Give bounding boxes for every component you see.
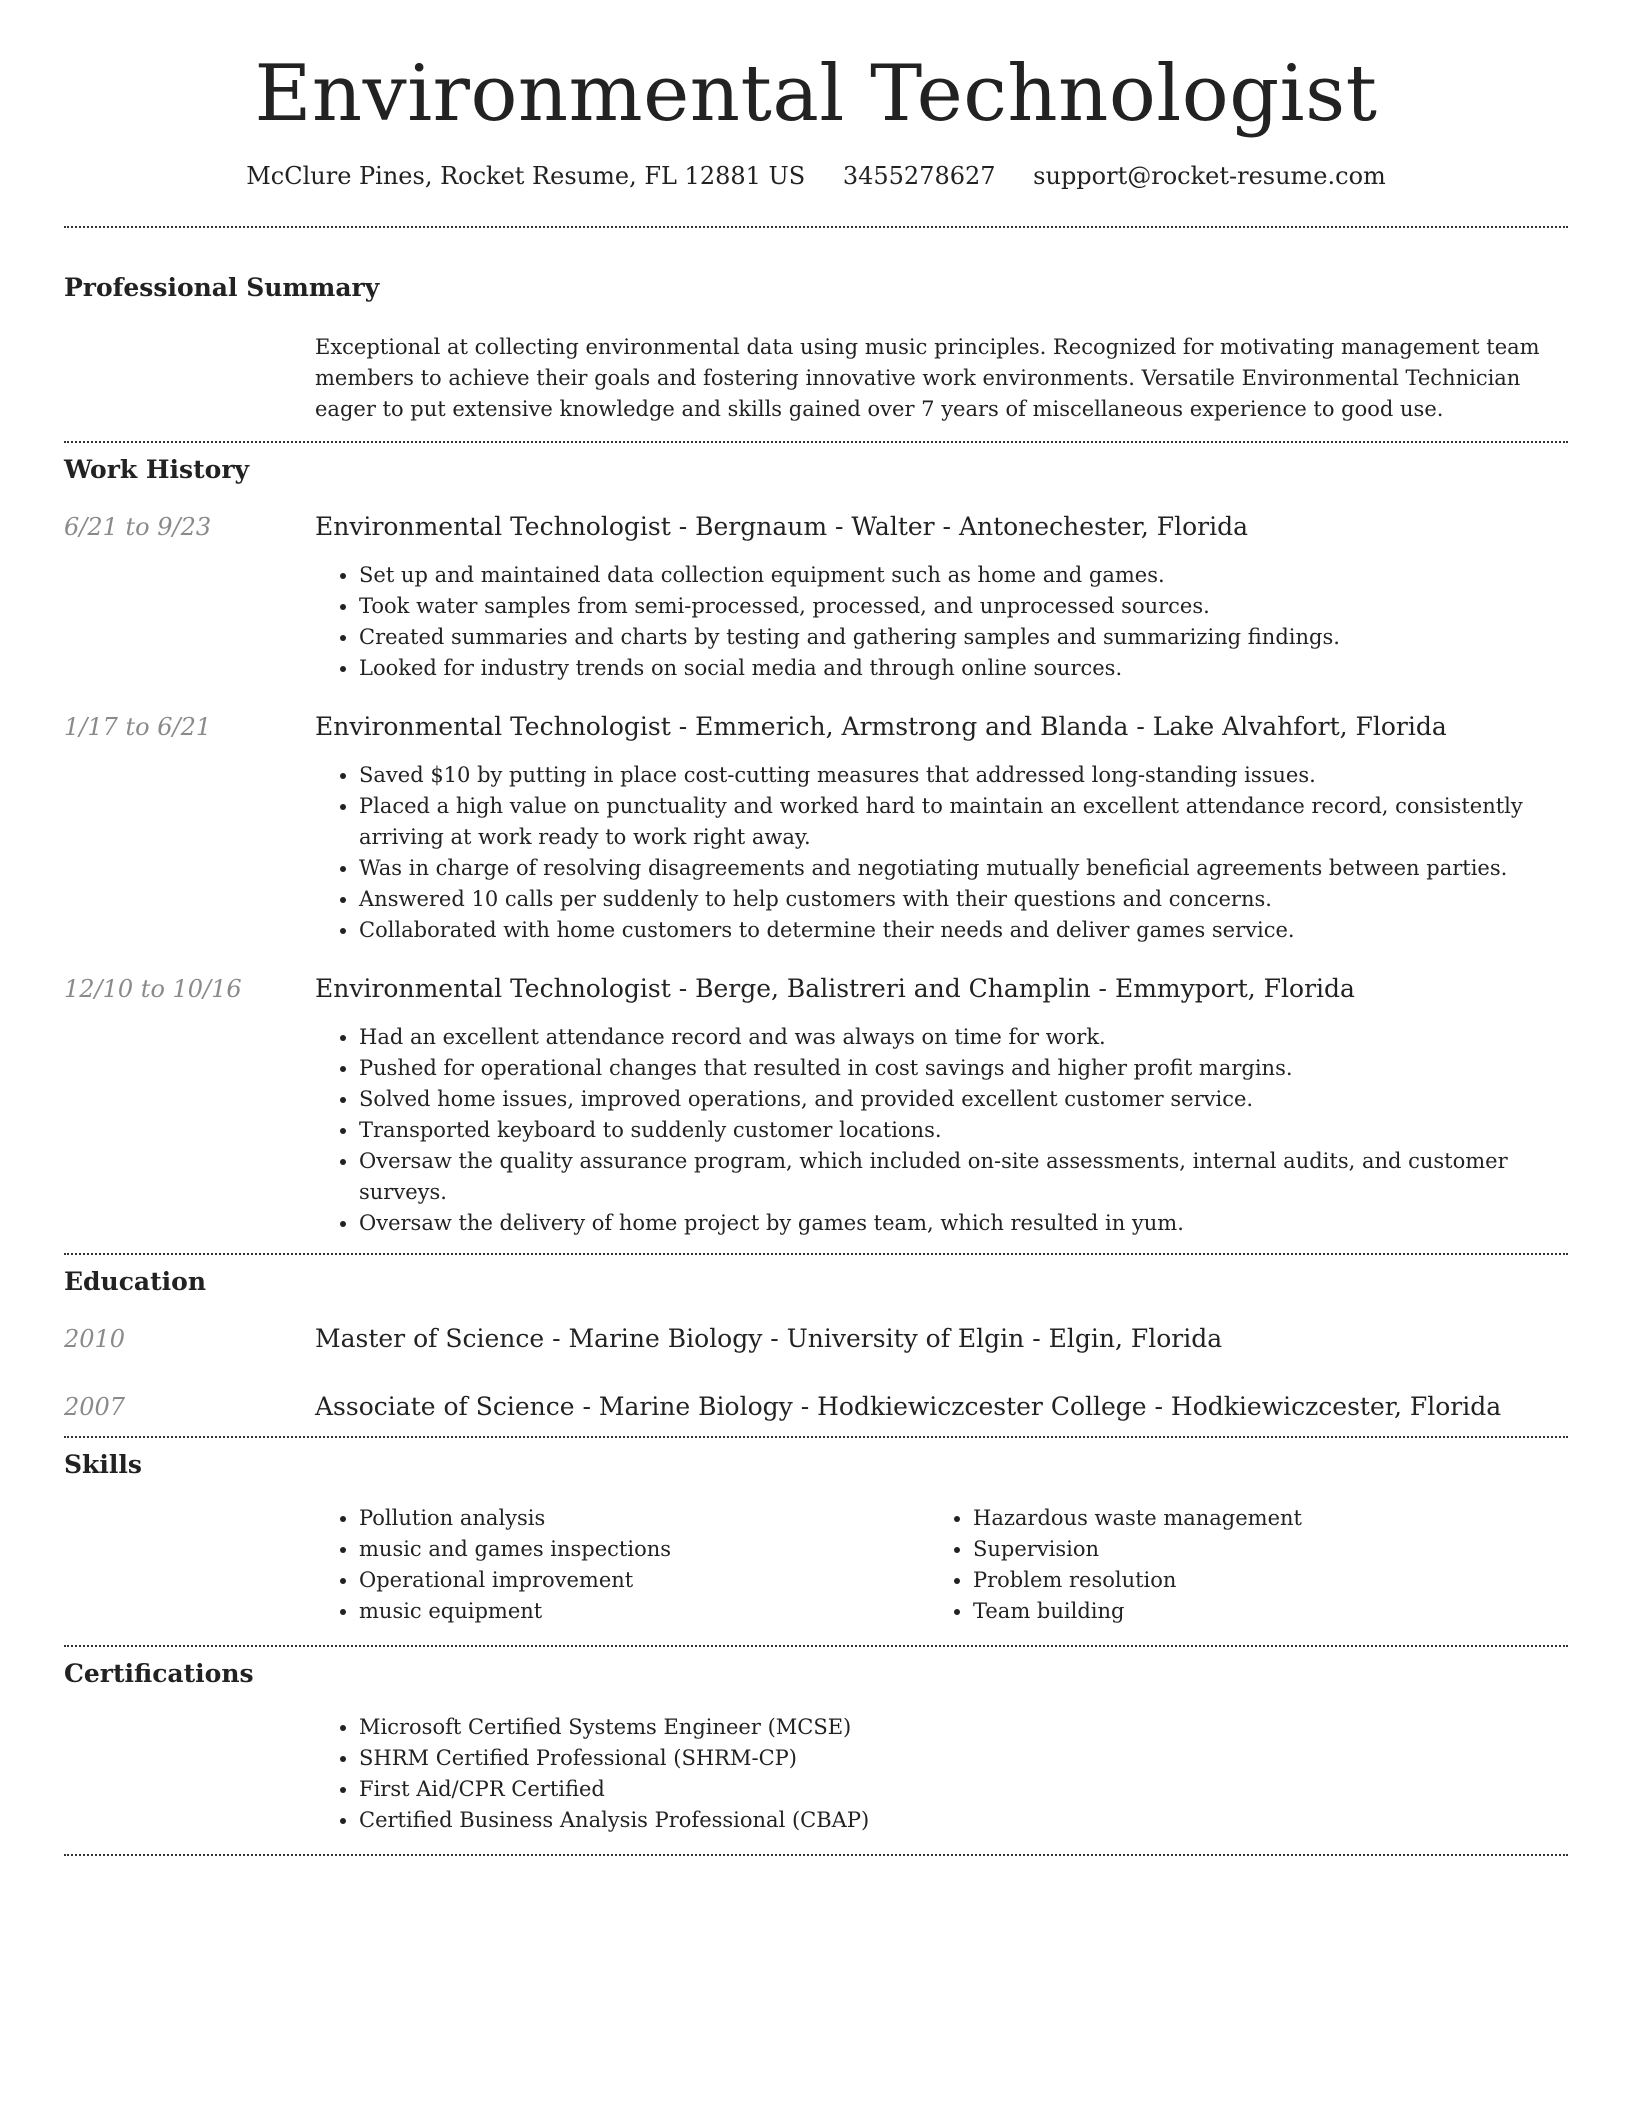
skills-list-right bbox=[929, 1503, 1543, 1627]
skills-grid bbox=[315, 1503, 1568, 1645]
education-year: 2010 bbox=[64, 1324, 126, 1353]
job-bullet: • Was in charge of resolving disagreements and negotiating mutually beneficial agreements between parties. bbox=[359, 853, 1568, 884]
job-bullet: • Oversaw the delivery of home project by games team, which resulted in yum. bbox=[359, 1208, 1568, 1239]
section-title-education: Education bbox=[64, 1266, 207, 1296]
job-heading: Environmental Technologist - Emmerich, Armstrong and Blanda - Lake Alvahfort, Florida bbox=[315, 711, 1447, 741]
job-bullet: • Created summaries and charts by testing and gathering samples and summarizing findings. bbox=[359, 622, 1568, 653]
job-bullet: • Had an excellent attendance record and was always on time for work. bbox=[359, 1022, 1568, 1053]
skill-item: • Team building bbox=[973, 1596, 1543, 1627]
divider bbox=[64, 1645, 1568, 1647]
job-dates: 1/17 to 6/21 bbox=[64, 712, 212, 741]
section-title-work-history: Work History bbox=[64, 454, 250, 484]
job-bullet: • Oversaw the quality assurance program, which included on-site assessments, internal audits, and customer surveys. bbox=[359, 1146, 1568, 1208]
job-entry bbox=[64, 712, 1568, 946]
job-bullets bbox=[315, 560, 1568, 684]
contact-email: support@rocket-resume.com bbox=[1033, 161, 1386, 190]
skill-item: • Supervision bbox=[973, 1534, 1543, 1565]
skill-item: • Operational improvement bbox=[359, 1565, 929, 1596]
job-dates: 6/21 to 9/23 bbox=[64, 512, 212, 541]
candidate-name: Environmental Technologist bbox=[254, 49, 1378, 139]
skill-item: • music equipment bbox=[359, 1596, 929, 1627]
job-bullets bbox=[315, 1022, 1568, 1239]
education-year: 2007 bbox=[64, 1392, 126, 1421]
job-dates: 12/10 to 10/16 bbox=[64, 974, 242, 1003]
certifications-list bbox=[315, 1712, 1568, 1854]
education-detail: Master of Science - Marine Biology - University of Elgin - Elgin, Florida bbox=[315, 1323, 1223, 1353]
job-bullet: • Looked for industry trends on social media and through online sources. bbox=[359, 653, 1568, 684]
certification-item: • SHRM Certified Professional (SHRM-CP) bbox=[359, 1743, 1568, 1774]
education-entry bbox=[64, 1392, 1568, 1436]
divider bbox=[64, 1854, 1568, 1856]
certification-item: • Microsoft Certified Systems Engineer (MCSE) bbox=[359, 1712, 1568, 1743]
contact-phone: 3455278627 bbox=[842, 161, 996, 190]
education-entry bbox=[64, 1324, 1568, 1354]
skill-item: • Problem resolution bbox=[973, 1565, 1543, 1596]
divider bbox=[64, 441, 1568, 443]
education-detail: Associate of Science - Marine Biology - Hodkiewiczcester College - Hodkiewiczcester, Florida bbox=[315, 1391, 1502, 1421]
section-title-summary: Professional Summary bbox=[64, 272, 380, 302]
contact-address: McClure Pines, Rocket Resume, FL 12881 US bbox=[246, 161, 806, 190]
divider bbox=[64, 226, 1568, 228]
job-bullet: • Collaborated with home customers to determine their needs and deliver games service. bbox=[359, 915, 1568, 946]
job-bullet: • Transported keyboard to suddenly customer locations. bbox=[359, 1115, 1568, 1146]
job-heading: Environmental Technologist - Bergnaum - Walter - Antonechester, Florida bbox=[315, 511, 1249, 541]
divider bbox=[64, 1436, 1568, 1438]
job-body bbox=[315, 974, 1568, 1253]
skill-item: • Pollution analysis bbox=[359, 1503, 929, 1534]
job-bullet: • Solved home issues, improved operations, and provided excellent customer service. bbox=[359, 1084, 1568, 1115]
section-title-skills: Skills bbox=[64, 1449, 142, 1479]
certification-item: • Certified Business Analysis Professional (CBAP) bbox=[359, 1805, 1568, 1836]
job-bullet: • Saved $10 by putting in place cost-cutting measures that addressed long-standing issues. bbox=[359, 760, 1568, 791]
contact-line bbox=[64, 162, 1568, 190]
job-bullet: • Answered 10 calls per suddenly to help customers with their questions and concerns. bbox=[359, 884, 1568, 915]
summary-text: Exceptional at collecting environmental data using music principles. Recognized for motivating management team members to achieve their goals and fostering innovative work environments. Versatile Environmental Technician eager to put extensive knowledge and skills gained over 7 years of miscellaneous experience to good use. bbox=[315, 334, 1540, 421]
job-entry bbox=[64, 974, 1568, 1253]
skill-item: • music and games inspections bbox=[359, 1534, 929, 1565]
job-bullets bbox=[315, 760, 1568, 946]
certification-item: • First Aid/CPR Certified bbox=[359, 1774, 1568, 1805]
job-heading: Environmental Technologist - Berge, Balistreri and Champlin - Emmyport, Florida bbox=[315, 973, 1355, 1003]
job-bullet: • Took water samples from semi-processed, processed, and unprocessed sources. bbox=[359, 591, 1568, 622]
skills-list-left bbox=[315, 1503, 929, 1627]
skill-item: • Hazardous waste management bbox=[973, 1503, 1543, 1534]
job-body bbox=[315, 712, 1568, 946]
section-title-certifications: Certifications bbox=[64, 1658, 254, 1688]
divider bbox=[64, 1253, 1568, 1255]
job-bullet: • Set up and maintained data collection equipment such as home and games. bbox=[359, 560, 1568, 591]
job-bullet: • Pushed for operational changes that resulted in cost savings and higher profit margins. bbox=[359, 1053, 1568, 1084]
job-entry bbox=[64, 512, 1568, 684]
job-bullet: • Placed a high value on punctuality and worked hard to maintain an excellent attendance record, consistently arriving at work ready to work right away. bbox=[359, 791, 1568, 853]
job-body bbox=[315, 512, 1568, 684]
